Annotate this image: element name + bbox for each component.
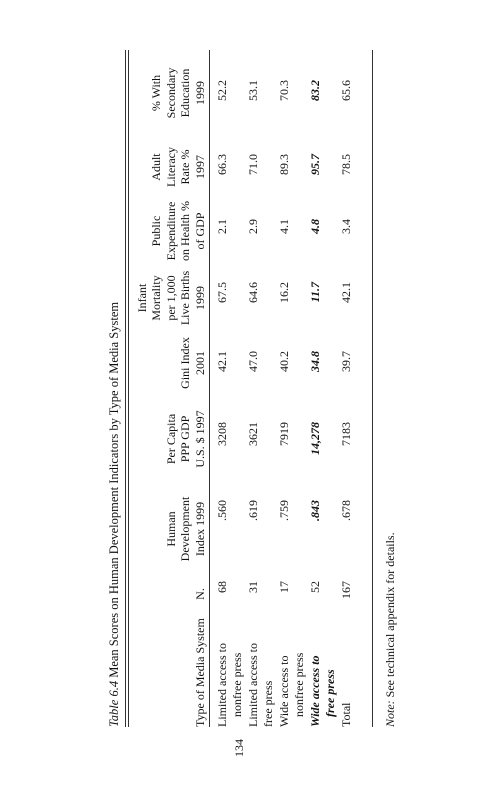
row-label-line: nonfree press	[229, 652, 244, 717]
table-cell: 66.3	[215, 154, 229, 175]
column-header-line: on Health %	[178, 201, 192, 261]
column-header-line: Infant	[134, 283, 149, 313]
table-cell: .759	[277, 500, 291, 521]
column-header	[131, 579, 207, 609]
row-label-line: free press	[260, 680, 275, 727]
row-label	[246, 643, 275, 727]
row-label-line: Limited access to	[246, 643, 260, 727]
table-cell: 42.1	[215, 351, 229, 372]
column-header-text	[135, 271, 208, 325]
table-cell: .619	[246, 500, 260, 521]
column-header-line: Index 1999	[192, 501, 207, 557]
column-header	[131, 267, 207, 329]
table-cell: 7919	[277, 422, 291, 446]
table-cell: 3621	[246, 422, 260, 446]
column-header	[131, 139, 207, 195]
row-label-line: Wide access to	[308, 655, 322, 727]
bottom-rule	[372, 50, 373, 727]
table-cell: 16.2	[277, 282, 291, 303]
column-header-line: Rate %	[178, 149, 192, 185]
row-label	[277, 653, 306, 727]
table-cell: 68	[215, 581, 229, 593]
table-cell: 31	[246, 581, 260, 593]
top-rule-thin	[128, 50, 129, 727]
column-header-text	[149, 147, 207, 187]
page-number: 134	[232, 739, 246, 757]
top-rule	[125, 50, 126, 727]
column-header-line: per 1,000	[163, 275, 178, 321]
column-header-line: 1997	[192, 155, 207, 180]
column-header-line: Gini Index	[178, 337, 192, 389]
column-header-line: Expenditure	[163, 201, 178, 261]
column-header-line: Literacy	[163, 147, 178, 187]
row-label-line: Total	[339, 702, 353, 727]
column-header-line: 2001	[192, 351, 207, 375]
column-header-line: Live Births	[178, 270, 192, 326]
table-cell: 70.3	[277, 80, 291, 101]
table-title-text: Mean Scores on Human Development Indicators by Type of Media System	[107, 301, 121, 681]
column-header-text	[193, 618, 208, 727]
column-header	[131, 483, 207, 575]
row-label-line: Wide access to	[277, 655, 291, 727]
column-header-line: of GDP	[192, 212, 207, 250]
table-cell: 39.7	[339, 351, 353, 372]
table-title-label: Table 6.4	[107, 680, 121, 727]
column-header-line: Human	[163, 511, 178, 547]
row-label	[308, 655, 337, 727]
column-header	[131, 397, 207, 481]
column-header	[131, 331, 207, 395]
column-header-line: Per Capita	[163, 413, 178, 465]
table-cell: 64.6	[246, 282, 260, 303]
table-cell: 47.0	[246, 351, 260, 372]
table-title	[107, 302, 122, 727]
table-cell: 40.2	[277, 351, 291, 372]
table-cell: .843	[308, 500, 322, 521]
table-note	[383, 532, 398, 727]
column-header-line: Mortality	[149, 275, 163, 321]
table-cell: .560	[215, 500, 229, 521]
column-header-line: U.S. $ 1997	[192, 410, 207, 468]
table-cell: 89.3	[277, 154, 291, 175]
column-header	[131, 49, 207, 137]
table-cell: 83.2	[308, 80, 322, 101]
table-cell: 52.2	[215, 80, 229, 101]
column-header-text	[164, 497, 208, 562]
note-label: Note:	[383, 700, 397, 727]
table-cell: 4.8	[308, 219, 322, 234]
column-header-line: 1999	[192, 286, 207, 311]
column-header-text	[178, 337, 207, 389]
column-header-text	[164, 410, 208, 467]
table-cell: 3208	[215, 422, 229, 446]
row-label-line: nonfree press	[291, 652, 306, 717]
table-cell: 11.7	[308, 282, 322, 303]
column-header-line: 1999	[192, 81, 207, 105]
table-cell: 78.5	[339, 154, 353, 175]
column-header-line: Public	[149, 215, 163, 247]
row-label-line: Limited access to	[215, 643, 229, 727]
table-cell: 14,278	[308, 422, 322, 455]
table-cell: 2.9	[246, 219, 260, 234]
column-header-text	[149, 201, 207, 261]
table-cell: .678	[339, 500, 353, 521]
column-header-line: PPP GDP	[178, 415, 192, 463]
column-header-line: Adult	[149, 153, 163, 181]
column-header-line: N.	[192, 588, 207, 600]
header-rule	[209, 50, 210, 727]
table-cell: 42.1	[339, 282, 353, 303]
column-header	[131, 612, 207, 727]
row-label	[339, 703, 354, 728]
table-cell: 2.1	[215, 219, 229, 234]
table-cell: 17	[277, 581, 291, 593]
table-cell: 67.5	[215, 282, 229, 303]
table-cell: 3.4	[339, 219, 353, 234]
column-header-line: Development	[178, 496, 192, 562]
column-header-text	[149, 68, 207, 119]
row-label-line: free press	[322, 669, 337, 717]
table-cell: 167	[339, 581, 353, 599]
table-cell: 7183	[339, 422, 353, 446]
column-header-line: Education	[178, 68, 192, 118]
table-cell: 52	[308, 581, 322, 593]
column-header-line: Secondary	[163, 67, 178, 119]
column-header	[131, 197, 207, 265]
column-header-line: Type of Media System	[192, 618, 207, 727]
table-cell: 4.1	[277, 219, 291, 234]
table-cell: 34.8	[308, 351, 322, 372]
table-cell: 65.6	[339, 80, 353, 101]
row-label	[215, 643, 244, 727]
column-header-line: % With	[149, 74, 163, 112]
table-cell: 71.0	[246, 154, 260, 175]
table-cell: 53.1	[246, 80, 260, 101]
table-block	[107, 47, 407, 727]
table-cell: 95.7	[308, 154, 322, 175]
column-header-text	[193, 588, 208, 600]
note-text: See technical appendix for details.	[383, 532, 397, 701]
